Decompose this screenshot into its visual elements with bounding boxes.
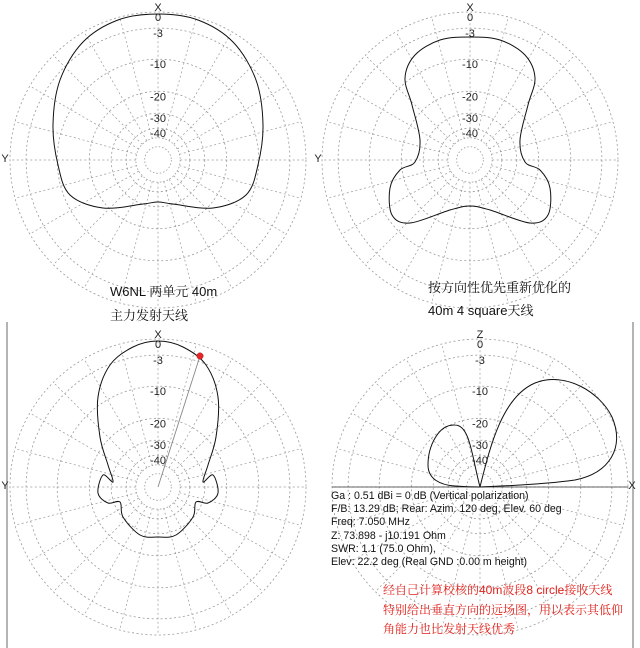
ring-label: -40 xyxy=(150,455,166,468)
polar-chart-8-circle-azimuth xyxy=(1,329,306,635)
grid-spoke xyxy=(365,176,454,265)
grid-spoke xyxy=(179,449,301,482)
ring-label: 0 xyxy=(154,12,162,24)
gain-readout: Ga : 0.51 dBi = 0 dB (Vertical polarization) xyxy=(331,490,529,502)
ring-label: -40 xyxy=(462,128,478,141)
cursor-marker xyxy=(197,353,203,359)
ring-label: -30 xyxy=(150,440,166,453)
grid-spoke xyxy=(120,17,153,139)
grid-spoke xyxy=(53,176,142,265)
ring-label: -30 xyxy=(150,113,166,126)
axis-label-side: X xyxy=(628,480,636,492)
grid-ring-inner xyxy=(136,138,180,182)
grid-spoke xyxy=(177,498,286,561)
grid-spoke xyxy=(352,413,461,476)
elevation-readout: Elev: 22.2 deg (Real GND :0.00 m height) xyxy=(331,555,528,568)
grid-spoke xyxy=(499,413,608,476)
grid-spoke xyxy=(486,55,575,144)
polar-chart-4-square xyxy=(314,2,618,308)
caption-line: 40m 4 square天线 xyxy=(428,303,534,318)
chart-caption-w6nl xyxy=(110,280,217,328)
grid-spoke xyxy=(491,122,613,155)
grid-ring-inner xyxy=(448,138,492,182)
grid-spoke xyxy=(30,86,139,149)
polar-chart-w6nl xyxy=(1,2,306,308)
grid-spoke xyxy=(481,179,544,288)
grid-spoke xyxy=(169,359,232,468)
grid-spoke xyxy=(396,32,459,141)
ring-label: -3 xyxy=(465,28,475,41)
ring-label: -30 xyxy=(462,113,478,126)
grid-spoke xyxy=(327,166,449,199)
grid-spoke xyxy=(169,506,232,615)
ring-label: 0 xyxy=(154,339,162,351)
pattern-curve-main-lobe xyxy=(480,380,617,487)
grid-spoke xyxy=(442,344,475,466)
grid-spoke xyxy=(164,344,197,466)
grid-spoke xyxy=(169,179,232,288)
grid-spoke xyxy=(177,86,286,149)
annotation-line: 角能力也比发射天线优秀 xyxy=(383,622,516,636)
grid-spoke xyxy=(489,86,598,149)
ring-label: -20 xyxy=(150,418,166,431)
grid-spoke xyxy=(486,176,575,265)
grid-spoke xyxy=(342,86,451,149)
ring-label: 0 xyxy=(466,12,474,24)
grid-spoke xyxy=(177,413,286,476)
axis-label-top: Z xyxy=(476,329,484,341)
grid-spoke xyxy=(15,493,137,526)
grid-spoke xyxy=(491,359,554,468)
ring-label: -10 xyxy=(150,386,166,399)
grid-spoke xyxy=(177,171,286,234)
grid-spoke xyxy=(396,179,459,288)
caption-line: 按方向性优先重新优化的 xyxy=(428,280,572,295)
grid-spoke xyxy=(30,171,139,234)
grid-spoke xyxy=(501,449,623,482)
pattern-curve xyxy=(97,341,218,537)
axis-label-side: Y xyxy=(1,480,9,492)
red-annotation xyxy=(383,581,623,640)
ring-label: -10 xyxy=(462,59,478,72)
grid-spoke xyxy=(406,359,469,468)
grid-spoke xyxy=(53,503,142,592)
grid-spoke xyxy=(179,166,301,199)
ring-label: -40 xyxy=(150,128,166,141)
grid-spoke xyxy=(491,166,613,199)
grid-spoke xyxy=(84,506,147,615)
grid-spoke xyxy=(174,176,263,265)
axis-label-top: X xyxy=(154,2,162,14)
frequency-readout: Freq: 7.050 MHz xyxy=(331,516,410,529)
grid-spoke xyxy=(342,171,451,234)
ring-label: -30 xyxy=(472,440,488,453)
grid-ring-inner xyxy=(145,147,172,174)
grid-spoke xyxy=(84,179,147,288)
ring-label: -10 xyxy=(150,59,166,72)
ring-label: 0 xyxy=(476,339,484,351)
caption-line: W6NL 两单元 40m xyxy=(110,284,218,299)
front-back-readout: F/B: 13.29 dB; Rear: Azim. 120 deg, Elev. 60 deg xyxy=(331,503,562,516)
swr-readout: SWR: 1.1 (75.0 Ohm), xyxy=(331,542,436,555)
grid-spoke xyxy=(15,449,137,482)
ring-label: -20 xyxy=(150,91,166,104)
grid-spoke xyxy=(164,17,197,139)
grid-spoke xyxy=(489,171,598,234)
grid-spoke xyxy=(481,32,544,141)
ring-label: -40 xyxy=(472,455,488,468)
grid-spoke xyxy=(164,508,197,630)
grid-spoke xyxy=(120,344,153,466)
annotation-line: 特别给出垂直方向的远场图，用以表示其低仰 xyxy=(383,602,624,617)
grid-ring-inner xyxy=(457,147,484,174)
grid-spoke xyxy=(30,498,139,561)
chart-caption-4-square xyxy=(428,276,571,322)
grid-spoke xyxy=(365,55,454,144)
ring-label: -3 xyxy=(153,355,163,368)
grid-spoke xyxy=(169,32,232,141)
grid-spoke xyxy=(15,166,137,199)
ring-label: -3 xyxy=(153,28,163,41)
impedance-readout: Z: 73.898 - j10.191 Ohm xyxy=(331,529,446,542)
grid-spoke xyxy=(179,122,301,155)
annotation-line: 经自己计算校核的40m波段8 circle接收天线 xyxy=(383,583,613,597)
axis-label-top: X xyxy=(154,329,162,341)
ring-label: -20 xyxy=(472,418,488,431)
axis-label-side: Y xyxy=(1,153,9,165)
ring-label: -20 xyxy=(462,91,478,104)
grid-spoke xyxy=(375,382,464,471)
axis-label-side: Y xyxy=(314,153,322,165)
grid-spoke xyxy=(496,382,585,471)
caption-line: 主力发射天线 xyxy=(110,308,189,323)
grid-spoke xyxy=(337,449,459,482)
ring-label: -10 xyxy=(472,386,488,399)
grid-spoke xyxy=(15,122,137,155)
grid-spoke xyxy=(327,122,449,155)
pattern-info-readout xyxy=(331,490,562,569)
axis-label-top: X xyxy=(466,2,474,14)
ring-label: -3 xyxy=(475,355,485,368)
grid-spoke xyxy=(179,493,301,526)
grid-spoke xyxy=(432,17,465,139)
grid-spoke xyxy=(174,55,263,144)
grid-spoke xyxy=(84,359,147,468)
grid-spoke xyxy=(30,413,139,476)
grid-spoke xyxy=(53,55,142,144)
grid-spoke xyxy=(84,32,147,141)
grid-spoke xyxy=(174,503,263,592)
grid-spoke xyxy=(476,17,509,139)
grid-spoke xyxy=(120,508,153,630)
